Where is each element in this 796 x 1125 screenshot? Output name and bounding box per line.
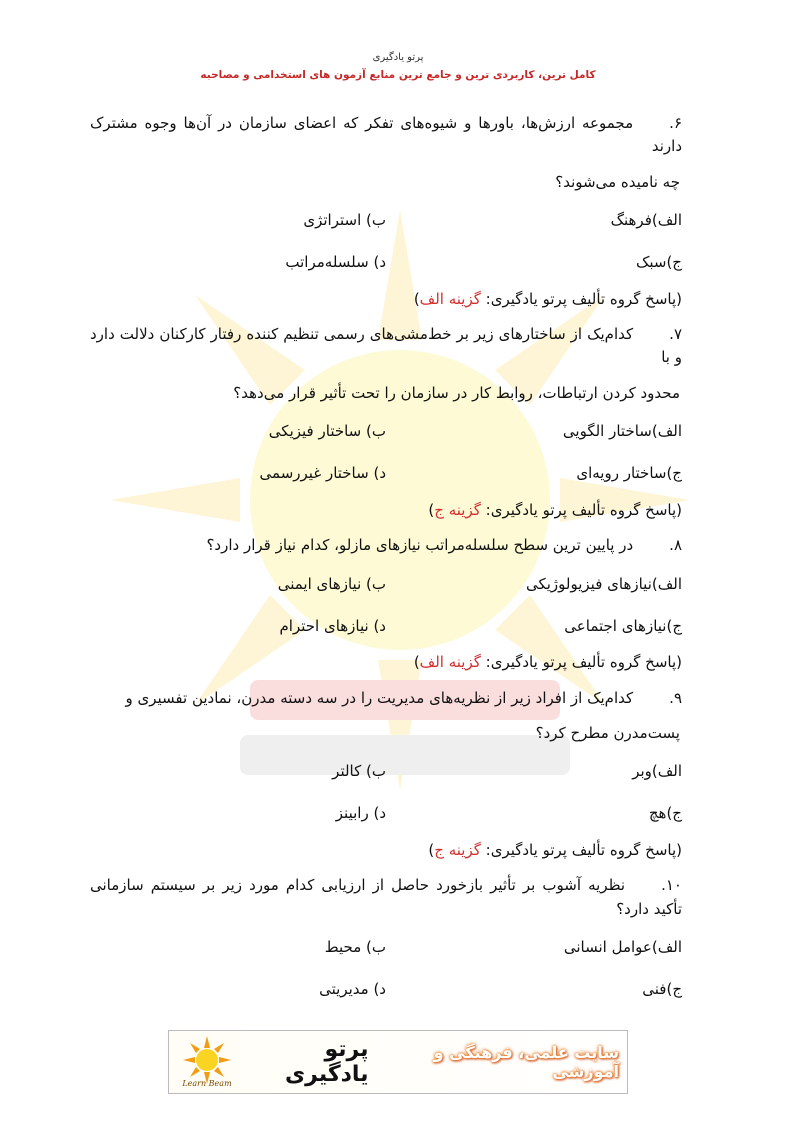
questions-list — [90, 112, 682, 1005]
options-row — [90, 417, 682, 447]
option-b: ب) محیط — [324, 938, 386, 957]
question-text — [90, 112, 682, 159]
option-b: ب) استراتژی — [303, 211, 386, 230]
answer-line — [90, 651, 682, 674]
options-row — [90, 757, 682, 787]
footer-tagline: سایت علمی، فرهنگی و آموزشی — [433, 1043, 619, 1081]
option-d: د) رابینز — [335, 804, 386, 823]
option-a: الف)فرهنگ — [610, 211, 682, 230]
answer-prefix: (پاسخ گروه تألیف پرتو یادگیری: — [480, 841, 682, 859]
question-line-2: محدود کردن ارتباطات، روابط کار در سازمان را تحت تأثیر قرار می‌دهد؟ — [233, 383, 680, 402]
header-site-name: پرتو یادگیری — [372, 52, 424, 63]
answer-suffix: ) — [413, 653, 420, 672]
answer-choice: گزینه الف — [419, 653, 481, 672]
option-c: ج)ساختار رویه‌ای — [576, 464, 682, 483]
answer-line — [90, 288, 682, 311]
question-line-1: نظریه آشوب بر تأثیر بازخورد حاصل از ارزیابی کدام مورد زیر بر سیستم سازمانی تأکید دارد؟ — [90, 876, 682, 918]
options-row — [90, 206, 682, 236]
page-header — [0, 52, 796, 81]
options-row — [90, 248, 682, 278]
question-text — [90, 687, 682, 710]
question-line-2: چه نامیده می‌شوند؟ — [555, 172, 680, 191]
answer-choice: گزینه ج — [434, 500, 481, 519]
answer-suffix: ) — [428, 841, 435, 859]
options-row — [90, 975, 682, 1005]
header-subtitle: کامل ترین، کاربردی ترین و جامع ترین منابع آزمون های استخدامی و مصاحبه — [200, 69, 596, 81]
logo-text: Learn Beam — [182, 1079, 232, 1088]
question-text — [90, 874, 682, 921]
answer-suffix: ) — [428, 500, 435, 519]
option-b: ب) کالتر — [332, 762, 386, 781]
question-text — [90, 534, 682, 557]
answer-line — [90, 839, 682, 862]
options-row — [90, 933, 682, 963]
question-line-1: در پایین ترین سطح سلسله‌مراتب نیازهای مازلو، کدام نیاز قرار دارد؟ — [206, 536, 634, 554]
answer-prefix: (پاسخ گروه تألیف پرتو یادگیری: — [480, 653, 682, 672]
answer-prefix: (پاسخ گروه تألیف پرتو یادگیری: — [480, 289, 682, 308]
question-line-1: کدام‌یک از ساختارهای زیر بر خط‌مشی‌های رسمی تنظیم کننده رفتار کارکنان دلالت دارد و با — [90, 325, 682, 367]
learnbeam-sun-logo — [177, 1034, 237, 1090]
answer-suffix: ) — [413, 289, 420, 308]
question-line-2: پست‌مدرن مطرح کرد؟ — [535, 723, 680, 742]
answer-line — [90, 499, 682, 522]
question-number: ۷. — [669, 325, 682, 343]
question-number: ۸. — [669, 536, 682, 554]
question-line-1: کدام‌یک از افراد زیر از نظریه‌های مدیریت را در سه دسته مدرن، نمادین تفسیری و — [125, 688, 634, 707]
option-a: الف)ساختار الگویی — [562, 422, 682, 441]
answer-choice: گزینه ج — [434, 841, 481, 859]
option-a: الف)نیازهای فیزیولوژیکی — [525, 574, 682, 593]
options-row — [90, 459, 682, 489]
options-row — [90, 611, 682, 641]
question-9 — [90, 687, 682, 863]
option-b: ب) ساختار فیزیکی — [268, 422, 386, 441]
sun-icon — [177, 1034, 237, 1090]
question-number: ۱۰. — [661, 876, 682, 895]
question-text — [90, 323, 682, 370]
option-d: د) مدیریتی — [319, 980, 386, 999]
option-d: د) نیازهای احترام — [279, 616, 386, 635]
question-line-1: مجموعه ارزش‌ها، باورها و شیوه‌های تفکر که اعضای سازمان در آن‌ها وجوه مشترک دارند — [90, 114, 682, 156]
option-d: د) سلسله‌مراتب — [285, 253, 386, 272]
option-c: ج)فنی — [642, 980, 682, 999]
question-7 — [90, 323, 682, 522]
footer-banner — [168, 1030, 628, 1094]
option-d: د) ساختار غیررسمی — [259, 464, 386, 483]
question-10 — [90, 874, 682, 1005]
options-row — [90, 799, 682, 829]
question-number: ۹. — [669, 688, 682, 707]
answer-prefix: (پاسخ گروه تألیف پرتو یادگیری: — [480, 500, 682, 519]
options-row — [90, 569, 682, 599]
option-a: الف)وبر — [632, 762, 682, 781]
question-6 — [90, 112, 682, 311]
option-b: ب) نیازهای ایمنی — [277, 574, 386, 593]
answer-choice: گزینه الف — [419, 289, 481, 308]
question-number: ۶. — [669, 114, 682, 132]
question-8 — [90, 534, 682, 675]
footer-brand: پرتو یادگیری — [285, 1037, 369, 1087]
option-c: ج)سبک — [635, 253, 682, 272]
option-c: ج)نیازهای اجتماعی — [564, 616, 682, 635]
option-a: الف)عوامل انسانی — [563, 938, 682, 957]
option-c: ج)هچ — [648, 804, 682, 823]
